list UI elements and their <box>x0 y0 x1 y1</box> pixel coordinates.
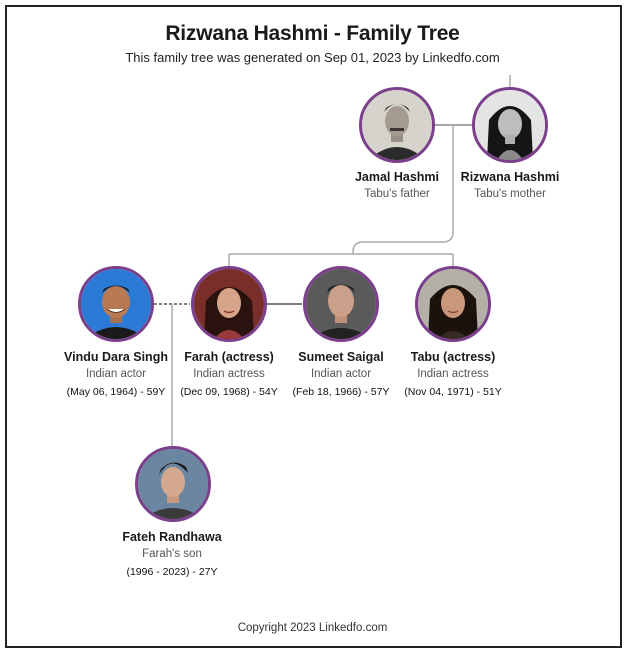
fateh-relation: Farah's son <box>142 548 202 560</box>
sumeet-card <box>276 350 406 399</box>
fateh-name: Fateh Randhawa <box>122 530 222 544</box>
farah-card <box>164 350 294 399</box>
tabu-dates: (Nov 04, 1971) - 51Y <box>404 386 502 398</box>
tabu-avatar[interactable] <box>415 266 491 342</box>
vindu-card <box>51 350 181 399</box>
rizwana-card <box>445 170 575 202</box>
farah-relation: Indian actress <box>193 368 265 380</box>
copyright-footer: Copyright 2023 Linkedfo.com <box>237 622 388 634</box>
rizwana-relation: Tabu's mother <box>474 188 546 200</box>
tabu-name: Tabu (actress) <box>410 350 496 364</box>
jamal-relation: Tabu's father <box>364 188 430 200</box>
jamal-card <box>332 170 462 202</box>
sumeet-name: Sumeet Saigal <box>298 350 384 364</box>
fateh-avatar[interactable] <box>135 446 211 522</box>
jamal-name: Jamal Hashmi <box>354 170 440 184</box>
jamal-avatar[interactable] <box>359 87 435 163</box>
tabu-card <box>388 350 518 399</box>
vindu-name: Vindu Dara Singh <box>64 350 168 364</box>
tabu-relation: Indian actress <box>417 368 489 380</box>
fateh-dates: (1996 - 2023) - 27Y <box>126 566 218 578</box>
fateh-card <box>107 530 237 579</box>
rizwana-avatar[interactable] <box>472 87 548 163</box>
vindu-relation: Indian actor <box>85 368 147 380</box>
rizwana-name: Rizwana Hashmi <box>460 170 560 184</box>
sumeet-dates: (Feb 18, 1966) - 57Y <box>292 386 390 398</box>
sumeet-avatar[interactable] <box>303 266 379 342</box>
page-title: Rizwana Hashmi - Family Tree <box>165 22 460 45</box>
vindu-avatar[interactable] <box>78 266 154 342</box>
vindu-dates: (May 06, 1964) - 59Y <box>66 386 166 398</box>
farah-avatar[interactable] <box>191 266 267 342</box>
page-subtitle: This family tree was generated on Sep 01, 2023 by Linkedfo.com <box>125 50 500 65</box>
sumeet-relation: Indian actor <box>310 368 372 380</box>
farah-dates: (Dec 09, 1968) - 54Y <box>180 386 278 398</box>
farah-name: Farah (actress) <box>184 350 274 364</box>
